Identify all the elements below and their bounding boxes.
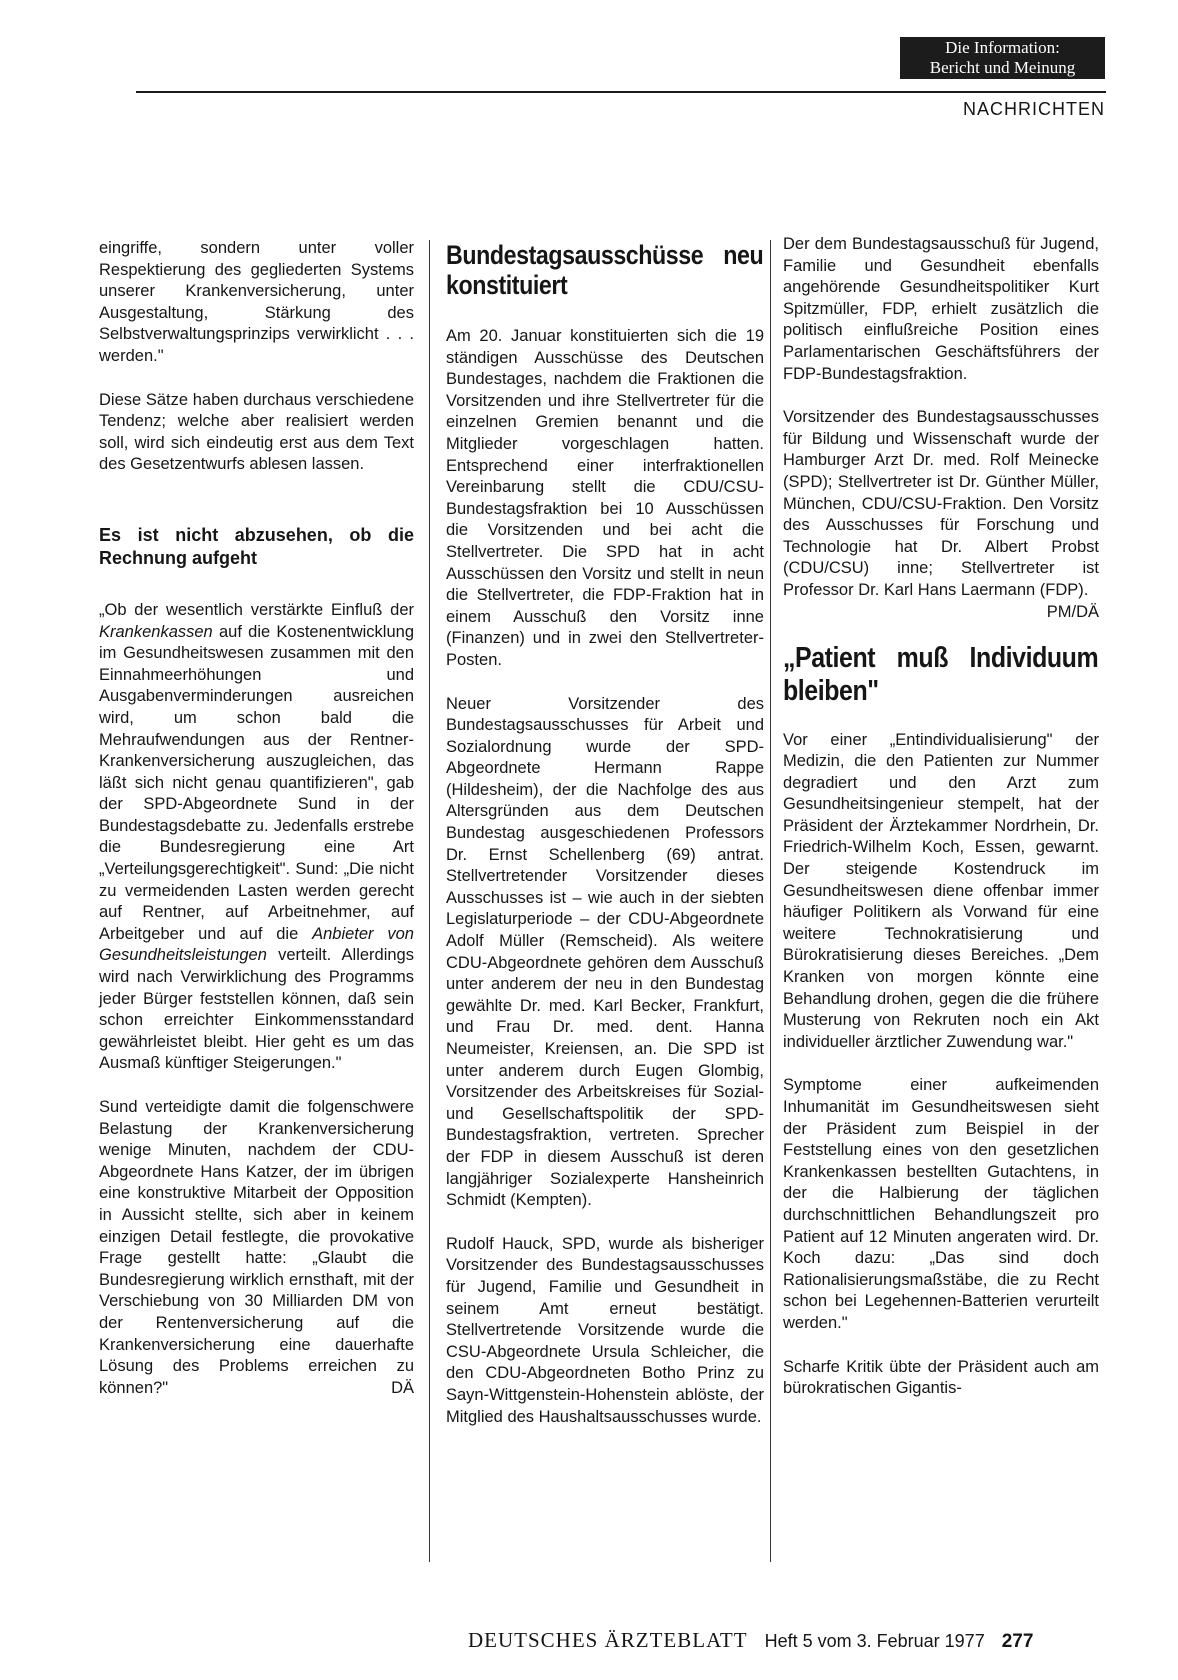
text-run: Vorsitzender des Bundestagsausschusses für Bildung und Wissenschaft wurde der Hamburger Arzt Dr. med. Rolf Meinecke (SPD); Stellvertreter ist Dr. Günther Müller, München, CDU/CSU-Fraktion. Den Vorsitz des Ausschusses für Forschung und Technologie hat Dr. Albert Probst (CDU/CSU) inne; Stellvertreter ist Professor Dr. Karl Hans Laermann (FDP). — [783, 408, 1099, 599]
badge-line-2: Bericht und Meinung — [929, 58, 1076, 77]
paragraph: Der dem Bundestagsausschuß für Jugend, Familie und Gesundheit ebenfalls angehörende Gesundheitspolitiker Kurt Spitzmüller, FDP, erhielt zusätzlich die politisch einflußreiche Position eines Parlamentarischen Geschäftsführers der FDP-Bundestagsfraktion. — [783, 235, 1099, 383]
page-number: 277 — [1001, 1631, 1034, 1652]
column-3 — [783, 234, 1099, 1400]
magazine-title: DEUTSCHES ÄRZTEBLATT — [468, 1628, 748, 1652]
paragraph: Vor einer „Entindividualisierung" der Medizin, die den Patienten zur Nummer degradiert und den Arzt zum Gesundheitsingenieur stempelt, hat der Präsident der Ärztekammer Nordrhein, Dr. Friedrich-Wilhelm Koch, Essen, gewarnt. Der steigende Kostendruck im Gesundheitswesen diene offenbar immer häufiger Politikern als Vorwand für eine weitere Technokratisierung und Bürokratisierung dieses Bereiches. „Dem Kranken von morgen könnte eine Behandlung drohen, gegen die die frühere Musterung von Rekruten noch ein Akt individueller ärztlicher Zuwendung war." — [783, 730, 1099, 1051]
column-1 — [99, 238, 414, 1399]
paragraph: Scharfe Kritik übte der Präsident auch am bürokratischen Gigantis- — [783, 1357, 1099, 1398]
header-rule — [136, 91, 1106, 93]
paragraph: Diese Sätze haben durchaus verschiedene Tendenz; welche aber realisiert werden soll, wird sich eindeutig erst aus dem Text des Gesetzentwurfs ablesen lassen. — [99, 390, 414, 474]
section-label: NACHRICHTEN — [962, 99, 1105, 119]
emphasis: Krankenkassen — [99, 622, 213, 641]
paragraph — [99, 600, 414, 1075]
paragraph: eingriffe, sondern unter voller Respektierung des gegliederten Systems unserer Krankenversicherung, unter Ausgestaltung, Stärkung des Selbstverwaltungsprinzips verwirklicht . . . werden." — [99, 239, 414, 365]
badge-line-1: Die Information: — [945, 38, 1060, 57]
section-badge — [900, 37, 1105, 79]
author-signature: DÄ — [391, 1378, 414, 1397]
paragraph: Neuer Vorsitzender des Bundestagsausschusses für Arbeit und Sozialordnung wurde der SPD-Abgeordnete Hermann Rappe (Hildesheim), der die Nachfolge des aus Altersgründen aus dem Deutschen Bundestag ausgeschiedenen Professors Dr. Ernst Schellenberg (69) antrat. Stellvertretender Vorsitzender dieses Ausschusses ist – wie auch in der siebten Legislaturperiode – der CDU-Abgeordnete Adolf Müller (Remscheid). Als weitere CDU-Abgeordnete gehören dem Ausschuß unter anderem der neu in den Bundestag gewählte Dr. med. Karl Becker, Frankfurt, und Frau Dr. med. dent. Hanna Neumeister, Kreiensen, an. Die SPD ist unter anderem durch Eugen Glombig, Vorsitzender des Arbeitskreises für Sozial- und Gesellschaftspolitik der SPD-Bundestagsfraktion, vertreten. Sprecher der FDP in diesem Ausschuß ist deren langjähriger Sozialexperte Hansheinrich Schmidt (Kempten). — [446, 694, 764, 1210]
text-run: auf die Kostenentwicklung im Gesundheitswesen zusammen mit den Einnahmeerhöhungen und Ausgabenverminderungen ausreichen wird, um schon bald die Mehraufwendungen aus der Rentner-Krankenversicherung auszugleichen, das läßt sich nicht genau quantifizieren", gab der SPD-Abgeordnete Sund in der Bundestagsdebatte zu. Jedenfalls erstrebe die Bundesregierung eine Art „Verteilungsgerechtigkeit". Sund: „Die nicht zu vermeidenden Lasten werden gerecht auf Rentner, auf Arbeitnehmer, auf Arbeitgeber und auf die — [99, 622, 414, 943]
emphasis: Anbieter von Gesundheitsleistungen — [99, 924, 414, 965]
text-run: „Ob der wesentlich verstärkte Einfluß der — [99, 600, 414, 619]
issue-info: Heft 5 vom 3. Februar 1977 — [764, 1631, 985, 1651]
text-run: Sund verteidigte damit die folgenschwere Belastung der Krankenversicherung wenige Minuten, nachdem der CDU-Abgeordnete Hans Katzer, der im übrigen eine konstruktive Mitarbeit der Opposition in Aussicht stellte, sich aber in keinem einzigen Detail festlegte, die provokative Frage gestellt hatte: „Glaubt die Bundesregierung wirklich ernsthaft, mit der Verschiebung von 30 Milliarden DM von der Rentenversicherung auf die Krankenversicherung eine dauerhafte Lösung des Problems erreichen zu können?" — [99, 1098, 414, 1397]
subheading: Es ist nicht abzusehen, ob die Rechnung aufgeht — [99, 524, 414, 568]
paragraph: Rudolf Hauck, SPD, wurde als bisheriger Vorsitzender des Bundestagsausschusses für Jugend, Familie und Gesundheit in seinem Amt erneut bestätigt. Stellvertretende Vorsitzende wurde die CSU-Abgeordnete Ursula Schleicher, die den CDU-Abgeordneten Botho Prinz zu Sayn-Wittgenstein-Hohenstein ablöste, der Mitglied des Haushaltsausschusses wurde. — [446, 1234, 764, 1426]
text-run: verteilt. Allerdings wird nach Verwirklichung des Programms jeder Bürger feststellen können, daß sein schon erreichter Einkommensstandard gewährleistet bleibt. Hier geht es um das Ausmaß künftiger Steigerungen." — [99, 946, 414, 1073]
paragraph: Symptome einer aufkeimenden Inhumanität im Gesundheitswesen sieht der Präsident zum Beispiel in der Feststellung eines von den gesetzlichen Krankenkassen bestellten Gutachtens, in der die Halbierung der täglichen durchschnittlichen Behandlungszeit pro Patient auf 12 Minuten angeraten wird. Dr. Koch dazu: „Das sind doch Rationalisierungsmaßstäbe, die zu Recht schon bei Legehennen-Batterien verurteilt werden." — [783, 1076, 1099, 1332]
column-2 — [446, 234, 764, 1428]
paragraph — [99, 1097, 414, 1399]
column-divider — [429, 240, 430, 1562]
article-headline: Bundestagsausschüsse neu konstituiert — [446, 240, 764, 300]
page-footer — [468, 1628, 1033, 1653]
paragraph — [783, 407, 1099, 621]
author-signature: PM/DÄ — [1046, 602, 1099, 621]
column-divider — [770, 240, 771, 1562]
article-headline: „Patient muß Individuum bleiben" — [783, 641, 1099, 707]
paragraph: Am 20. Januar konstituierten sich die 19 ständigen Ausschüsse des Deutschen Bundestages, nachdem die Fraktionen die Vorsitzenden und ihre Stellvertreter für die einzelnen Gremien benannt und die Mitglieder vorgeschlagen hatten. Entsprechend einer interfraktionellen Vereinbarung stellt die CDU/CSU-Bundestagsfraktion bei 10 Ausschüssen die Vorsitzenden und bei acht die Stellvertreter. Die SPD hat in acht Ausschüssen den Vorsitz und stellt in neun die Stellvertreter, die FDP-Fraktion hat in einem Ausschuß den Vorsitz inne (Finanzen) und in zwei den Stellvertreter-Posten. — [446, 327, 764, 669]
